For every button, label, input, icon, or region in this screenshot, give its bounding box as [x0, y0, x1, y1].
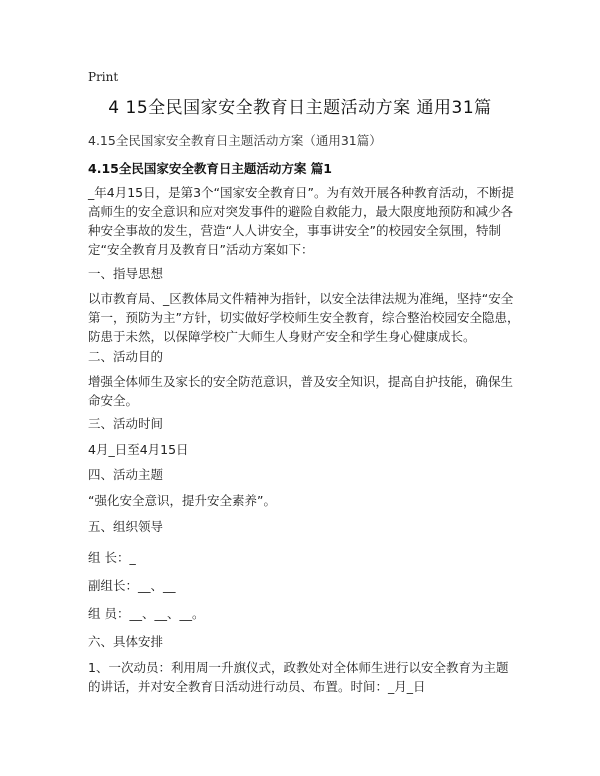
- heading-guiding-ideology: 一、指导思想: [88, 266, 164, 281]
- members-line: 组 员：__、__、__。: [88, 606, 205, 621]
- leader-line: 组 长：_: [88, 550, 136, 565]
- section-heading: 4.15全民国家安全教育日主题活动方案 篇1: [88, 161, 332, 176]
- print-link[interactable]: Print: [88, 70, 119, 84]
- paragraph-guiding-ideology: 以市教育局、_区教体局文件精神为指针，以安全法律法规为准绳，坚持“安全第一，预防为主”方针，切实做好学校师生安全教育，综合整治校园安全隐患，防患于未然，以保障学校广大师生人身财产安全和学生身心健康成长。: [88, 291, 520, 344]
- heading-activity-purpose: 二、活动目的: [88, 349, 164, 364]
- heading-activity-theme: 四、活动主题: [88, 467, 164, 482]
- intro-paragraph: _年4月15日，是第3个“国家安全教育日”。为有效开展各种教育活动，不断提高师生的安全意识和应对突发事件的避险自救能力，最大限度地预防和减少各种安全事故的发生，营造“人人讲安全，事事讲安全”的校园安全氛围，特制定“安全教育月及教育日”活动方案如下：: [88, 185, 515, 257]
- document-subtitle: 4.15全民国家安全教育日主题活动方案（通用31篇）: [88, 133, 382, 148]
- paragraph-activity-theme: “强化安全意识，提升安全素养”。: [88, 493, 276, 508]
- heading-activity-time: 三、活动时间: [88, 416, 164, 431]
- deputy-line: 副组长：__、__: [88, 578, 176, 593]
- heading-specific-arrangement: 六、具体安排: [88, 634, 164, 649]
- paragraph-activity-purpose: 增强全体师生及家长的安全防范意识，普及安全知识，提高自护技能，确保生命安全。: [88, 374, 514, 408]
- paragraph-activity-time: 4月_日至4月15日: [88, 442, 189, 457]
- document-title: 4 15全民国家安全教育日主题活动方案 通用31篇: [108, 98, 492, 118]
- paragraph-specific-arrangement: 1、一次动员：利用周一升旗仪式，政教处对全体师生进行以安全教育为主题的讲话，并对安全教育日活动进行动员、布置。时间：_月_日: [88, 660, 509, 694]
- heading-organization: 五、组织领导: [88, 519, 164, 534]
